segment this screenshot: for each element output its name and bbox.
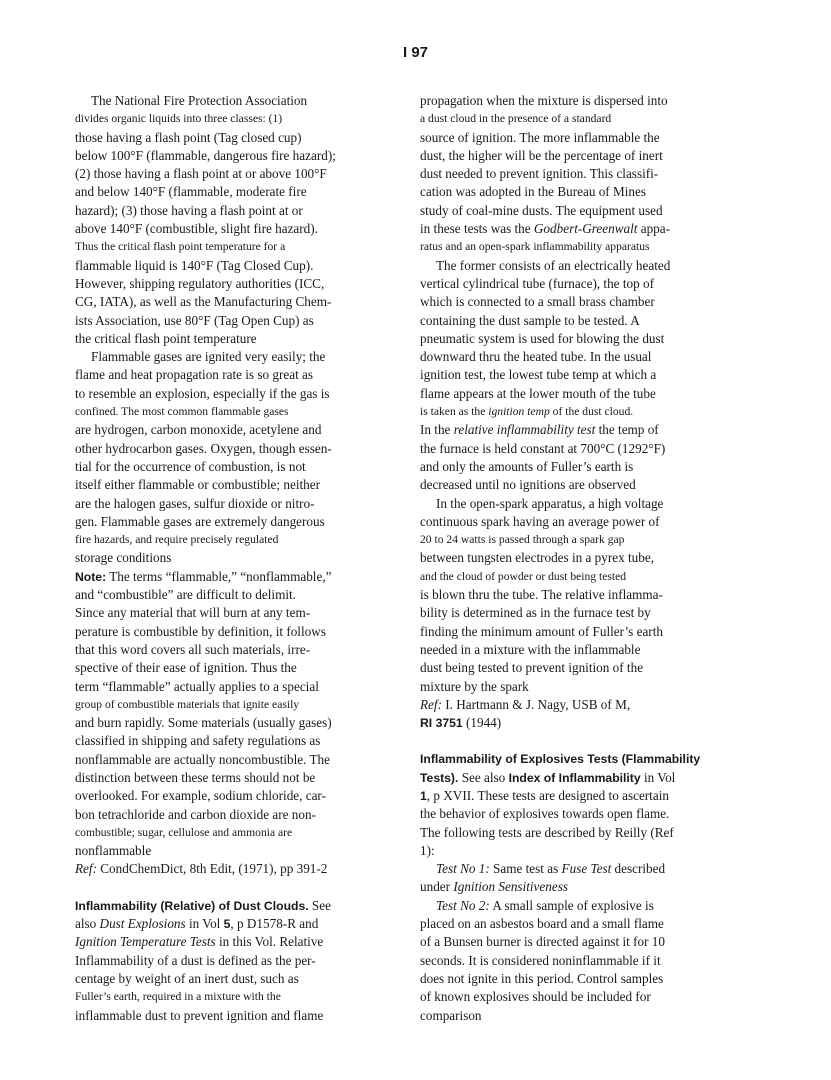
text-run: Flammable gases are ignited very easily; the — [91, 349, 326, 365]
text-run: containing the dust sample to be tested. A — [420, 312, 640, 328]
text-line — [75, 293, 391, 311]
text-run: inflammable dust to prevent ignition and flame — [75, 1007, 324, 1023]
bold-term: 1 — [420, 788, 427, 803]
text-run: flame and heat propagation rate is so great as — [75, 367, 314, 383]
text-run: seconds. It is considered noninflammable if it — [420, 952, 661, 968]
text-run: perature is combustible by definition, it follows — [75, 623, 326, 639]
text-run: and the cloud of powder or dust being tested — [420, 569, 627, 583]
text-line — [75, 604, 391, 622]
text-run: bon tetrachloride and carbon dioxide are non- — [75, 806, 316, 822]
text-line — [75, 714, 391, 732]
text-run: needed in a mixture with the inflammable — [420, 641, 641, 657]
text-run: in these tests was the — [420, 221, 534, 237]
text-line — [75, 915, 391, 933]
text-line — [75, 769, 391, 787]
text-run: confined. The most common flammable gases — [75, 405, 289, 419]
text-line — [420, 458, 740, 476]
text-line — [75, 421, 391, 439]
text-run: also — [75, 916, 100, 932]
text-line — [75, 165, 391, 183]
text-run: Inflammability of a dust is defined as the per- — [75, 952, 316, 968]
italic-term: Test No 2: — [436, 897, 490, 913]
text-line — [75, 330, 391, 348]
text-run: to resemble an explosion, especially if the gas is — [75, 385, 330, 401]
text-line — [420, 495, 740, 513]
text-line — [75, 366, 391, 384]
text-run: overlooked. For example, sodium chloride, car- — [75, 788, 326, 804]
text-run: In the open-spark apparatus, a high voltage — [436, 495, 664, 511]
text-line — [420, 147, 740, 165]
text-run: in Vol — [185, 916, 224, 932]
text-run: 20 to 24 watts is passed through a spark gap — [420, 533, 625, 547]
text-line — [420, 440, 740, 458]
text-line — [75, 860, 391, 878]
text-run: downward thru the heated tube. In the usual — [420, 349, 652, 365]
text-run: In the — [420, 422, 454, 438]
text-line — [75, 806, 391, 824]
text-run: and below 140°F (flammable, moderate fire — [75, 184, 307, 200]
text-run: of the dust cloud. — [549, 405, 634, 419]
text-run: itself either flammable or combustible; neither — [75, 477, 320, 493]
text-run: dust needed to prevent ignition. This classifi- — [420, 166, 659, 182]
text-run: term “flammable” actually applies to a special — [75, 678, 319, 694]
text-line — [75, 312, 391, 330]
text-run: of known explosives should be included for — [420, 989, 651, 1005]
text-line — [420, 696, 740, 714]
text-run: bility is determined as in the furnace test by — [420, 605, 651, 621]
text-line — [75, 787, 391, 805]
text-run: is taken as the — [420, 405, 489, 419]
text-run: storage conditions — [75, 550, 172, 566]
text-run: that this word covers all such materials, irre- — [75, 641, 311, 657]
text-run: in Vol — [640, 769, 676, 785]
text-run: study of coal-mine dusts. The equipment used — [420, 202, 663, 218]
text-line — [420, 623, 740, 641]
text-line — [420, 476, 740, 494]
text-line — [75, 659, 391, 677]
text-run: 1): — [420, 842, 435, 858]
text-line — [75, 623, 391, 641]
text-line — [420, 988, 740, 1006]
text-line — [420, 604, 740, 622]
text-run: The former consists of an electrically heated — [436, 257, 671, 273]
text-run: flame appears at the lower mouth of the tube — [420, 385, 656, 401]
text-line — [75, 275, 391, 293]
text-run: ists Association, use 80°F (Tag Open Cup) as — [75, 312, 314, 328]
text-line — [420, 787, 740, 805]
text-line — [75, 586, 391, 604]
text-run: CondChemDict, 8th Edit, (1971), pp 391-2 — [96, 861, 328, 877]
text-run: tial for the occurrence of combustion, is not — [75, 458, 306, 474]
italic-term: Ignition Sensitiveness — [453, 879, 568, 895]
text-run: (1944) — [462, 715, 502, 731]
text-line — [75, 568, 391, 586]
text-line — [420, 878, 740, 896]
text-line — [420, 293, 740, 311]
text-line — [75, 385, 391, 403]
text-run: ignition test, the lowest tube temp at which a — [420, 367, 657, 383]
text-line — [420, 110, 740, 128]
text-run: continuous spark having an average power of — [420, 513, 660, 529]
text-line — [420, 330, 740, 348]
text-run: above 140°F (combustible, slight fire hazard). — [75, 221, 318, 237]
text-line — [75, 183, 391, 201]
text-run: described — [611, 861, 666, 877]
text-line — [420, 678, 740, 696]
text-line — [420, 385, 740, 403]
bold-term: 5 — [223, 917, 231, 932]
text-line — [420, 238, 740, 256]
right-column — [420, 92, 740, 1025]
text-run: is blown thru the tube. The relative inflamma- — [420, 587, 663, 603]
page-number: I 97 — [402, 44, 429, 61]
text-run: The following tests are described by Reilly (Ref — [420, 824, 674, 840]
text-line — [75, 897, 391, 915]
text-line — [420, 421, 740, 439]
text-line — [420, 915, 740, 933]
text-run: CG, IATA), as well as the Manufacturing Chem- — [75, 294, 332, 310]
text-run: dust, the higher will be the percentage of inert — [420, 147, 663, 163]
text-run: the critical flash point temperature — [75, 330, 257, 346]
text-run: The terms “flammable,” “nonflammable,” — [106, 568, 332, 584]
text-line — [75, 440, 391, 458]
text-line — [420, 568, 740, 586]
italic-term: Godbert-Greenwalt — [533, 221, 638, 237]
text-run: are the halogen gases, sulfur dioxide or nitro- — [75, 495, 315, 511]
text-run: appa- — [637, 221, 671, 237]
text-line — [420, 714, 740, 732]
text-line — [75, 92, 391, 110]
text-line — [420, 842, 740, 860]
text-run: under — [420, 879, 454, 895]
text-run: I. Hartmann & J. Nagy, USB of M, — [441, 696, 631, 712]
left-column — [75, 92, 391, 1025]
text-line — [75, 933, 391, 951]
text-run: and burn rapidly. Some materials (usually gases) — [75, 715, 332, 731]
text-run: of a Bunsen burner is directed against it for 10 — [420, 934, 665, 950]
text-line — [420, 549, 740, 567]
text-run: vertical cylindrical tube (furnace), the top of — [420, 275, 654, 291]
text-line — [420, 202, 740, 220]
text-run: centage by weight of an inert dust, such as — [75, 970, 299, 986]
text-run: However, shipping regulatory authorities (ICC, — [75, 275, 325, 291]
text-line — [75, 678, 391, 696]
text-run: nonflammable are actually noncombustible. The — [75, 751, 330, 767]
text-run: ratus and an open-spark inflammability apparatus — [420, 240, 650, 254]
text-run: , p XVII. These tests are designed to ascertain — [426, 787, 669, 803]
text-line — [75, 970, 391, 988]
text-line — [420, 641, 740, 659]
text-run: source of ignition. The more inflammable the — [420, 129, 660, 145]
bold-term: Tests). — [420, 770, 459, 785]
text-line — [420, 513, 740, 531]
text-run: hazard); (3) those having a flash point at or — [75, 202, 303, 218]
text-run: Thus the critical flash point temperature for a — [75, 240, 286, 254]
text-line — [75, 129, 391, 147]
text-line — [420, 586, 740, 604]
text-run: dust being tested to prevent ignition of the — [420, 660, 644, 676]
text-run: divides organic liquids into three classes: (1) — [75, 112, 283, 126]
text-run: placed on an asbestos board and a small flame — [420, 916, 664, 932]
text-line — [75, 348, 391, 366]
text-line — [75, 403, 391, 421]
text-run: classified in shipping and safety regulations as — [75, 733, 321, 749]
text-line — [75, 988, 391, 1006]
italic-term: Fuse Test — [561, 861, 612, 877]
text-line — [420, 952, 740, 970]
text-line — [75, 1007, 391, 1025]
text-run: Fuller’s earth, required in a mixture with the — [75, 990, 281, 1004]
text-run: Since any material that will burn at any tem- — [75, 605, 311, 621]
bold-term: Note: — [75, 569, 107, 584]
text-run: finding the minimum amount of Fuller’s earth — [420, 623, 663, 639]
text-line — [420, 220, 740, 238]
text-line — [75, 147, 391, 165]
bold-term: Inflammability of Explosives Tests (Flammability — [420, 752, 701, 767]
text-run: in this Vol. Relative — [215, 934, 324, 950]
text-run: decreased until no ignitions are observed — [420, 477, 636, 493]
text-line — [75, 751, 391, 769]
text-line — [420, 1007, 740, 1025]
text-line — [420, 933, 740, 951]
italic-term: Ref: — [75, 861, 97, 877]
text-line — [75, 495, 391, 513]
text-run: (2) those having a flash point at or above 100°F — [75, 166, 327, 182]
text-run: between tungsten electrodes in a pyrex tube, — [420, 550, 654, 566]
text-run: , p D1578-R and — [230, 916, 319, 932]
text-run: propagation when the mixture is dispersed into — [420, 93, 668, 108]
text-line — [420, 805, 740, 823]
text-line — [420, 659, 740, 677]
text-line — [420, 366, 740, 384]
bold-term: RI 3751 — [420, 716, 463, 731]
text-line — [420, 275, 740, 293]
text-line — [420, 165, 740, 183]
text-line — [420, 129, 740, 147]
text-run: those having a flash point (Tag closed cup) — [75, 129, 302, 145]
text-line — [75, 531, 391, 549]
text-line — [420, 970, 740, 988]
italic-term: relative inflammability test — [453, 422, 596, 438]
text-run: mixture by the spark — [420, 678, 529, 694]
text-line — [75, 549, 391, 567]
text-line — [75, 513, 391, 531]
text-line — [75, 458, 391, 476]
text-line — [75, 641, 391, 659]
text-line — [420, 750, 740, 768]
italic-term: Ref: — [420, 696, 442, 712]
text-line — [75, 238, 391, 256]
text-line — [75, 110, 391, 128]
bold-term: Index of Inflammability — [508, 770, 641, 785]
text-line — [420, 860, 740, 878]
text-run: cation was adopted in the Bureau of Mines — [420, 184, 646, 200]
text-line — [75, 952, 391, 970]
text-run: fire hazards, and require precisely regulated — [75, 533, 279, 547]
text-line — [420, 531, 740, 549]
text-line — [75, 202, 391, 220]
text-run: a dust cloud in the presence of a standard — [420, 112, 612, 126]
text-run: spective of their ease of ignition. Thus the — [75, 660, 297, 676]
text-line — [420, 312, 740, 330]
text-run: combustible; sugar, cellulose and ammonia are — [75, 825, 293, 839]
italic-term: Test No 1: — [436, 861, 490, 877]
text-line — [75, 842, 391, 860]
text-run: and “combustible” are difficult to delimit. — [75, 587, 296, 603]
text-run: below 100°F (flammable, dangerous fire hazard); — [75, 147, 336, 163]
text-run: See also — [458, 769, 509, 785]
text-run: A small sample of explosive is — [489, 897, 654, 913]
text-run: group of combustible materials that ignite easily — [75, 697, 300, 711]
text-run: The National Fire Protection Association — [91, 93, 308, 108]
italic-term: Ignition Temperature Tests — [75, 934, 216, 950]
text-run: distinction between these terms should not be — [75, 769, 316, 785]
text-line — [75, 220, 391, 238]
text-run: flammable liquid is 140°F (Tag Closed Cup). — [75, 257, 314, 273]
text-line — [420, 769, 740, 787]
text-line — [75, 257, 391, 275]
text-run: pneumatic system is used for blowing the dust — [420, 330, 665, 346]
text-line — [420, 257, 740, 275]
text-run: other hydrocarbon gases. Oxygen, though essen- — [75, 440, 332, 456]
text-run: nonflammable — [75, 843, 152, 859]
text-line — [75, 824, 391, 842]
text-run: does not ignite in this period. Control samples — [420, 970, 664, 986]
text-line — [420, 403, 740, 421]
text-run: the behavior of explosives towards open flame. — [420, 806, 670, 822]
text-run: comparison — [420, 1007, 482, 1023]
text-run: the temp of — [595, 422, 659, 438]
text-line — [420, 348, 740, 366]
text-run: are hydrogen, carbon monoxide, acetylene and — [75, 422, 322, 438]
text-run: Same test as — [489, 861, 562, 877]
text-run: and only the amounts of Fuller’s earth is — [420, 458, 634, 474]
bold-term: Inflammability (Relative) of Dust Clouds. — [75, 898, 309, 913]
text-run: gen. Flammable gases are extremely dangerous — [75, 513, 325, 529]
text-line — [420, 183, 740, 201]
text-line — [420, 897, 740, 915]
text-line — [75, 696, 391, 714]
text-run: which is connected to a small brass chamber — [420, 294, 655, 310]
text-line — [420, 92, 740, 110]
text-line — [420, 824, 740, 842]
text-run: See — [308, 897, 331, 913]
text-line — [75, 732, 391, 750]
italic-term: Dust Explosions — [99, 916, 186, 932]
italic-term: ignition temp — [488, 405, 550, 419]
text-run: the furnace is held constant at 700°C (1292°F) — [420, 440, 666, 456]
text-line — [75, 476, 391, 494]
